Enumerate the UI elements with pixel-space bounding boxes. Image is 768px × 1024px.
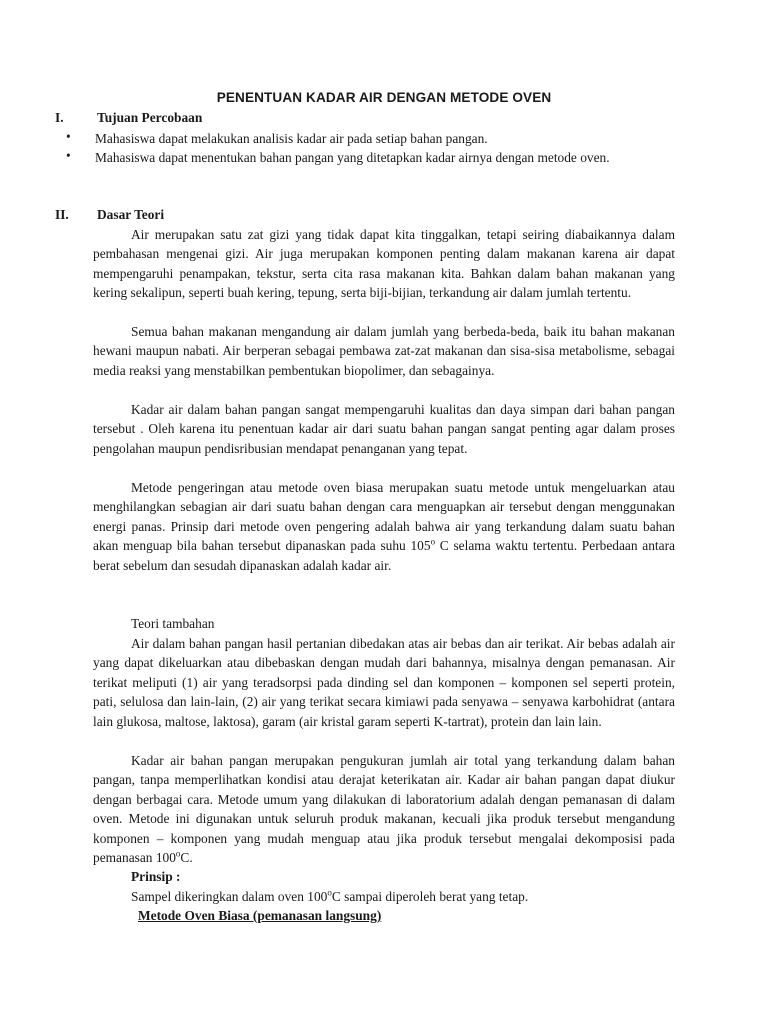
- objective-item-2: Mahasiswa dapat menentukan bahan pangan yang ditetapkan kadar airnya dengan metode oven.: [95, 150, 610, 165]
- theory-paragraph-4-part-b: C selama waktu tertentu. Perbedaan antara berat sebelum dan sesudah dipanaskan adalah kadar air.: [93, 538, 676, 573]
- degree-superscript: o: [430, 536, 436, 547]
- section-1-number: I.: [55, 110, 64, 125]
- theory-paragraph-6-part-a: Kadar air bahan pangan merupakan pengukuran jumlah air total yang terkandung dalam bahan pangan, tanpa memperlihatkan kondisi atau derajat keterikatan air. Kadar air bahan pangan dapat diukur dengan berbagai cara. Metode umum yang dilakukan di laboratorium adalah dengan pemanasan di dalam oven. Metode ini digunakan untuk seluruh produk makanan, kecuali jika produk tersebut mengandung komponen – komponen yang mudah menguap atau jika produk tersebut mengalai dekomposisi pada pemanasan 100: [93, 753, 675, 866]
- objective-item-1: Mahasiswa dapat melakukan analisis kadar air pada setiap bahan pangan.: [95, 131, 488, 146]
- theory-paragraph-2: Semua bahan makanan mengandung air dalam jumlah yang berbeda-beda, baik itu bahan makanan hewani maupun nabati. Air berperan sebagai pembawa zat-zat makanan dan sisa-sisa metabolisme, sebagai media reaksi yang menstabilkan pembentukan biopolimer, dan sebagainya.: [93, 324, 675, 378]
- document-title: PENENTUAN KADAR AIR DENGAN METODE OVEN: [216, 90, 552, 105]
- theory-paragraph-3: Kadar air dalam bahan pangan sangat mempengaruhi kualitas dan daya simpan dari bahan pangan tersebut . Oleh karena itu penentuan kadar air dari suatu bahan pangan sangat penting agar dalam proses pengolahan maupun pendisribusian mendapat penanganan yang tepat.: [93, 402, 675, 456]
- bullet-icon: •: [66, 129, 71, 144]
- theory-paragraph-5: Air dalam bahan pangan hasil pertanian dibedakan atas air bebas dan air terikat. Air bebas adalah air yang dapat dikeluarkan atau dibebaskan dengan mudah dari bahannya, misalnya dengan pemanasan. Air terikat meliputi (1) air yang teradsorpsi pada dinding sel dan komponen – komponen sel seperti protein, pati, selulosa dan lain-lain, (2) air yang terikat secara kimiawi pada senyawa – senyawa karbohidrat (antara lain glukosa, maltose, laktosa), garam (air kristal garam seperti K-tartrat), protein dan lain lain.: [93, 636, 675, 729]
- section-2-title: Dasar Teori: [97, 207, 165, 222]
- section-2-heading: [55, 207, 164, 223]
- method-heading: Metode Oven Biasa (pemanasan langsung): [138, 908, 382, 923]
- degree-superscript: o: [327, 887, 332, 898]
- section-2-number: II.: [55, 207, 69, 222]
- section-1-heading: [55, 110, 202, 126]
- additional-theory-label: Teori tambahan: [131, 616, 215, 631]
- principle-text-part-a: Sampel dikeringkan dalam oven 100: [131, 889, 328, 904]
- bullet-icon: •: [66, 148, 71, 163]
- degree-superscript: o: [175, 848, 181, 859]
- section-1-title: Tujuan Percobaan: [97, 110, 203, 125]
- theory-paragraph-6: [93, 751, 675, 867]
- theory-paragraph-4-part-a: Metode pengeringan atau metode oven biasa merupakan suatu metode untuk mengeluarkan atau menghilangkan sebagian air dari suatu bahan dengan cara menguapkan air tersebut dengan menggunakan energi panas. Prinsip dari metode oven pengering adalah bahwa air yang terkandung dalam suatu bahan akan menguap bila bahan tersebut dipanaskan pada suhu 105: [93, 480, 675, 554]
- theory-paragraph-4: [93, 478, 675, 575]
- theory-paragraph-6-part-b: C.: [180, 850, 193, 866]
- principle-text: [131, 887, 528, 906]
- principle-text-part-b: C sampai diperoleh berat yang tetap.: [331, 889, 529, 904]
- theory-paragraph-1: Air merupakan satu zat gizi yang tidak dapat kita tinggalkan, tetapi seiring diabaikannya dalam pembahasan mengenai gizi. Air juga merupakan komponen penting dalam makanan karena air dapat mempengaruhi penampakan, tekstur, serta cita rasa makanan kita. Bahkan dalam bahan makanan yang kering sekalipun, seperti buah kering, tepung, serta biji-bijian, terkandung air dalam jumlah tertentu.: [93, 227, 675, 301]
- principle-label: Prinsip :: [131, 869, 181, 884]
